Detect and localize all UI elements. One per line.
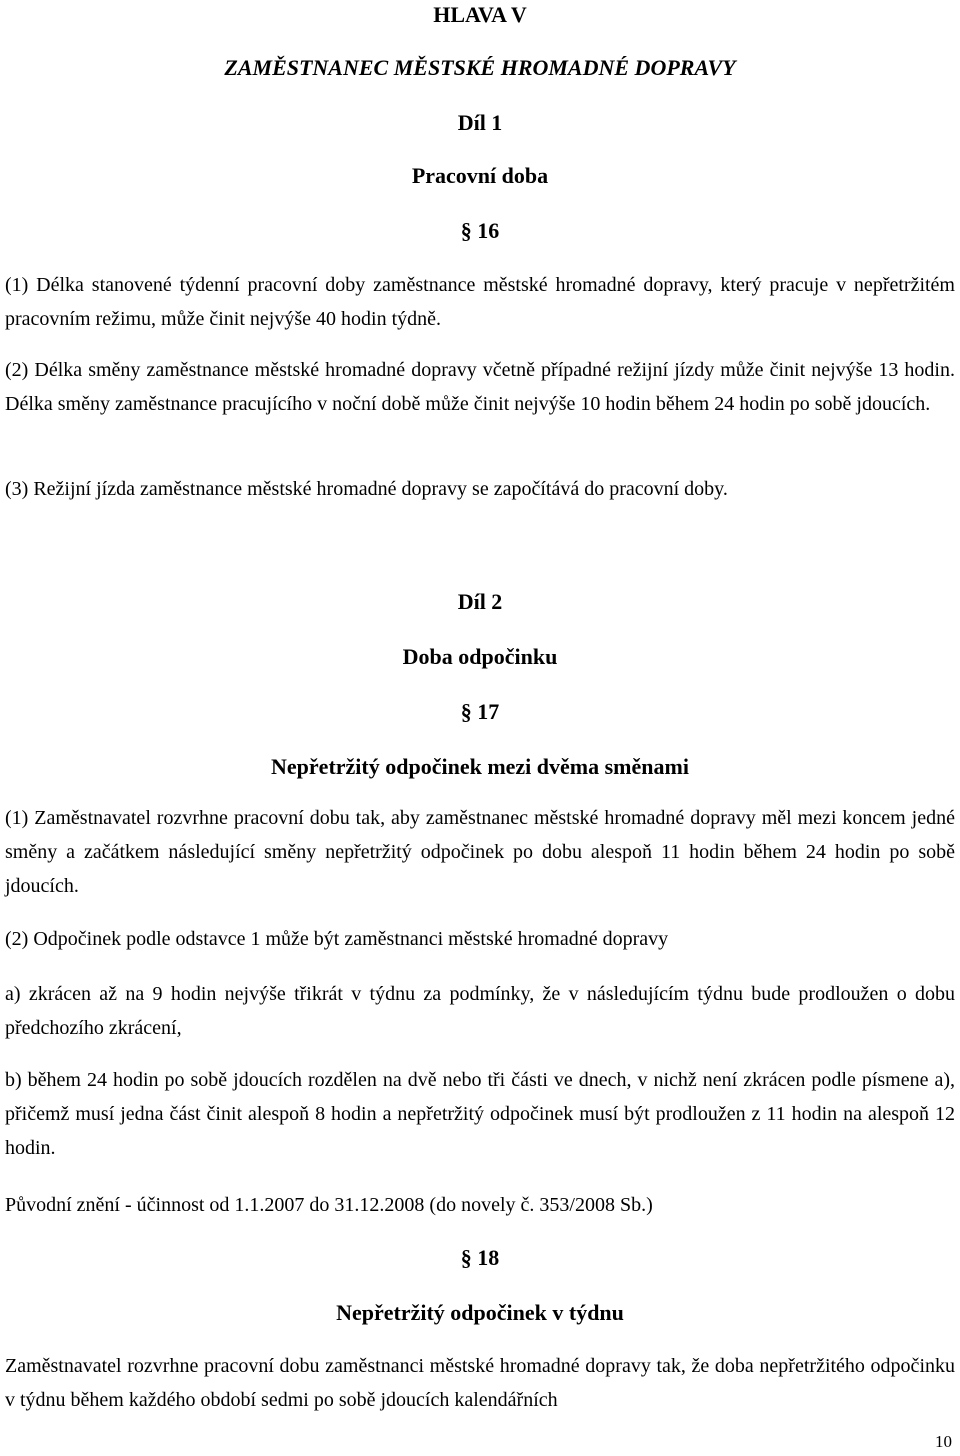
part1-title: Pracovní doba bbox=[411, 163, 549, 188]
section-16-paragraph-3: (3) Režijní jízda zaměstnance městské hromadné dopravy se započítává do pracovní doby. bbox=[5, 478, 728, 500]
section-18-title: Nepřetržitý odpočinek v týdnu bbox=[336, 1300, 624, 1325]
section-18-heading: § 18 bbox=[460, 1245, 500, 1270]
section-18-paragraph-1: Zaměstnavatel rozvrhne pracovní dobu zaměstnanci městské hromadné dopravy tak, že doba nepřetržitého odpočinku v týdnu během každého období sedmi po sobě jdoucích kalendářních bbox=[5, 1355, 955, 1411]
part2-label: Díl 2 bbox=[457, 589, 503, 614]
original-wording-note: Původní znění - účinnost od 1.1.2007 do 31.12.2008 (do novely č. 353/2008 Sb.) bbox=[5, 1194, 653, 1216]
chapter-title: ZAMĚSTNANEC MĚSTSKÉ HROMADNÉ DOPRAVY bbox=[224, 55, 736, 80]
section-16-paragraph-1: (1) Délka stanovené týdenní pracovní doby zaměstnance městské hromadné dopravy, který pracuje v nepřetržitém pracovním režimu, může činit nejvýše 40 hodin týdně. bbox=[5, 274, 955, 330]
part1-label: Díl 1 bbox=[457, 110, 503, 135]
section-16-heading: § 16 bbox=[460, 218, 500, 243]
section-17-title: Nepřetržitý odpočinek mezi dvěma směnami bbox=[271, 754, 689, 779]
section-17-paragraph-1: (1) Zaměstnavatel rozvrhne pracovní dobu tak, aby zaměstnanec městské hromadné dopravy měl mezi koncem jedné směny a začátkem následující směny nepřetržitý odpočinek po dobu alespoň 11 hodin během 24 hodin po sobě jdoucích. bbox=[5, 807, 955, 897]
section-16-paragraph-2: (2) Délka směny zaměstnance městské hromadné dopravy včetně případné režijní jízdy může činit nejvýše 13 hodin. Délka směny zaměstnance pracujícího v noční době může činit nejvýše 10 hodin během 24 hodin po sobě jdoucích. bbox=[5, 359, 955, 415]
part2-title: Doba odpočinku bbox=[402, 644, 558, 669]
chapter-number: HLAVA V bbox=[433, 2, 527, 27]
section-17-heading: § 17 bbox=[460, 699, 500, 724]
section-17-item-b: b) během 24 hodin po sobě jdoucích rozdělen na dvě nebo tři části ve dnech, v nichž není zkrácen podle písmene a), přičemž musí jedna část činit alespoň 8 hodin a nepřetržitý odpočinek musí být prodloužen z 11 hodin na alespoň 12 hodin. bbox=[5, 1069, 955, 1159]
section-17-item-a: a) zkrácen až na 9 hodin nejvýše třikrát v týdnu za podmínky, že v následujícím týdnu bude prodloužen o dobu předchozího zkrácení, bbox=[5, 983, 955, 1039]
section-17-paragraph-2: (2) Odpočinek podle odstavce 1 může být zaměstnanci městské hromadné dopravy bbox=[5, 928, 669, 950]
page-number: 10 bbox=[935, 1432, 952, 1451]
